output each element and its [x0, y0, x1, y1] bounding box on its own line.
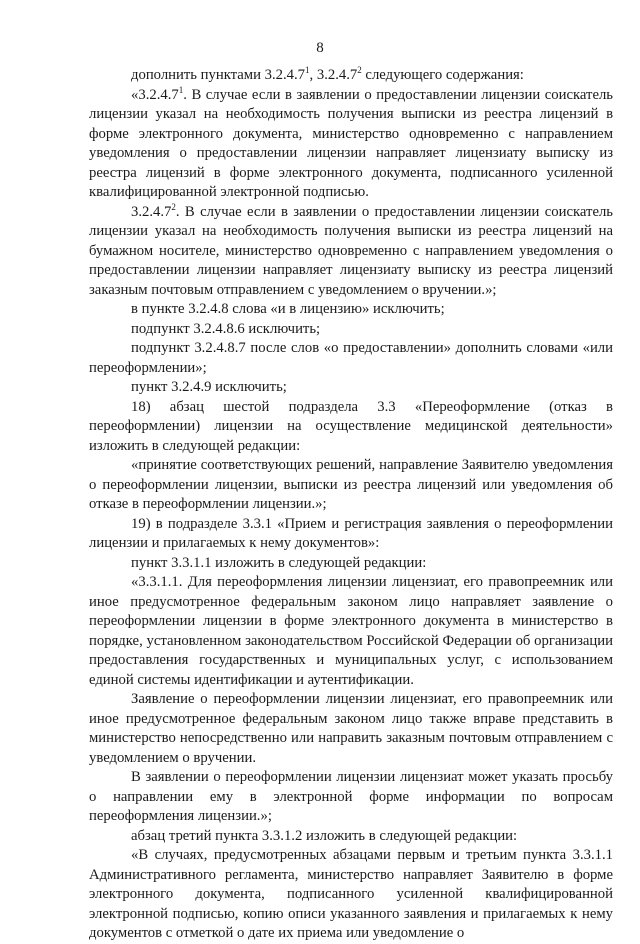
paragraph: Заявление о переоформлении лицензии лицензиат, его правопреемник или иное предусмотренное федеральным законом лицо также вправе представить в министерство непосредственно или направить заказным почтовым отправлением с уведомлением о вручении. — [89, 691, 613, 766]
paragraph: подпункт 3.2.4.8.7 после слов «о предоставлении» дополнить словами «или переоформлении»; — [89, 340, 613, 376]
paragraph: подпункт 3.2.4.8.6 исключить; — [131, 320, 321, 337]
paragraph: «3.3.1.1. Для переоформления лицензии лицензиат, его правопреемник или иное предусмотренное федеральным законом лицо направляет заявление о переоформлении лицензии в форме электронного документа в министерство в порядке, установленном законодательством Российской Федерации об организации предоставления государственных и муниципальных услуг, с использованием единой системы идентификации и аутентификации. — [89, 574, 613, 688]
page-number: 8 — [316, 40, 324, 56]
paragraph: «В случаях, предусмотренных абзацами первым и третьим пункта 3.3.1.1 Административного регламента, министерство направляет Заявителю в форме электронного документа, подписанного усиленной квалифицированной электронной подписью, копию описи указанного заявления и прилагаемых к нему документов с отметкой о дате их приема или уведомление о — [89, 847, 613, 941]
paragraph: 19) в подразделе 3.3.1 «Прием и регистрация заявления о переоформлении лицензии и прилагаемых к нему документов»: — [89, 515, 613, 551]
paragraph: абзац третий пункта 3.3.1.2 изложить в следующей редакции: — [131, 827, 518, 844]
paragraph: В заявлении о переоформлении лицензии лицензиат может указать просьбу о направлении ему в электронной форме информации по вопросам переоформления лицензии.»; — [89, 769, 613, 824]
paragraph: пункт 3.2.4.9 исключить; — [131, 379, 287, 395]
paragraph: пункт 3.3.1.1 изложить в следующей редакции: — [131, 554, 427, 571]
paragraph: в пункте 3.2.4.8 слова «и в лицензию» исключить; — [131, 301, 445, 317]
paragraph: дополнить пунктами 3.2.4.7$^1$, 3.2.4.7$^2$ следующего содержания: — [131, 65, 524, 83]
paragraph: «3.2.4.7$^1$. В случае если в заявлении о предоставлении лицензии соискатель лицензии указал на необходимость получения выписки из реестра лицензий в форме электронного документа, министерство одновременно с направлением уведомления о предоставлении лицензии направляет лицензиату выписку из реестра лицензий в форме электронного документа, подписанного усиленной квалифицированной электронной подписью. — [89, 84, 613, 200]
paragraph: 3.2.4.7$^2$. В случае если в заявлении о предоставлении лицензии соискатель лицензии указал на необходимость получения выписки из реестра лицензий на бумажном носителе, министерство одновременно с направлением уведомления о предоставлении лицензии направляет лицензиату выписку из реестра лицензий заказным почтовым отправлением с уведомлением о вручении.»; — [89, 201, 613, 298]
paragraph: «принятие соответствующих решений, направление Заявителю уведомления о переоформлении лицензии, выписки из реестра лицензий или уведомления об отказе в переоформлении лицензии.»; — [89, 457, 613, 512]
document-body — [89, 66, 613, 944]
paragraph: 18) абзац шестой подраздела 3.3 «Переоформление (отказ в переоформлении) лицензии на осуществление медицинской деятельности» изложить в следующей редакции: — [89, 398, 613, 454]
